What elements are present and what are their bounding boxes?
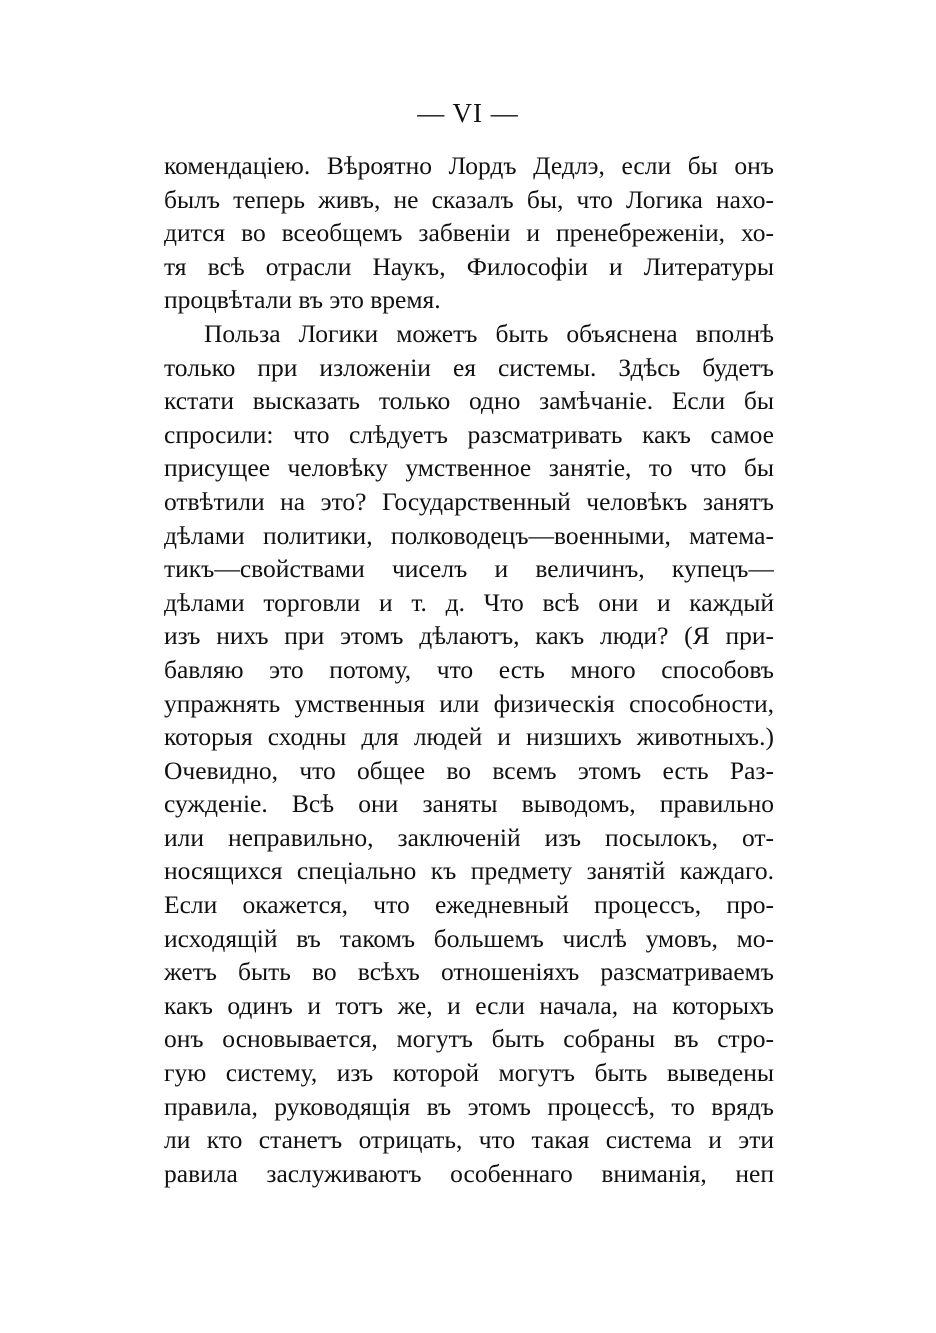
text-line: какъ одинъ и тотъ же, и если начала, на которыхъ xyxy=(164,990,774,1020)
text-line: гую систему, изъ которой могутъ быть выведены xyxy=(164,1058,774,1088)
text-line: жетъ быть во всѣхъ отношеніяхъ разсматриваемъ xyxy=(164,957,774,987)
text-line: Если окажется, что ежедневный процессъ, про- xyxy=(164,890,774,920)
body-text xyxy=(164,149,774,1190)
text-line: бавляю это потому, что есть много способовъ xyxy=(164,654,774,684)
text-line: кстати высказать только одно замѣчаніе. Если бы xyxy=(164,386,774,416)
text-line: только при изложеніи ея системы. Здѣсь будетъ xyxy=(164,352,774,382)
text-line: онъ основывается, могутъ быть собраны въ стро- xyxy=(164,1024,774,1054)
text-line: дится во всеобщемъ забвеніи и пренебреженіи, хо- xyxy=(164,218,774,248)
text-line: комендаціею. Вѣроятно Лордъ Дедлэ, если бы онъ xyxy=(164,151,774,180)
text-line: дѣлами торговли и т. д. Что всѣ они и каждый xyxy=(164,587,774,617)
text-line: или неправильно, заключеній изъ посылокъ, от- xyxy=(164,822,774,852)
text-line: тикъ—свойствами чиселъ и величинъ, купецъ— xyxy=(164,554,774,584)
text-line: исходящій въ такомъ большемъ числѣ умовъ, мо- xyxy=(164,923,774,953)
text-line: сужденіе. Всѣ они заняты выводомъ, правильно xyxy=(164,789,774,819)
text-line: которыя сходны для людей и низшихъ животныхъ.) xyxy=(164,722,774,752)
text-line: правила, руководящія въ этомъ процессѣ, то врядъ xyxy=(164,1091,774,1121)
text-line: носящихся спеціально къ предмету занятій каждаго. xyxy=(164,856,774,886)
text-line: Очевидно, что общее во всемъ этомъ есть Раз- xyxy=(164,755,774,785)
text-line: равила заслуживаютъ особеннаго вниманія, неп xyxy=(164,1158,774,1188)
text-line: изъ нихъ при этомъ дѣлаютъ, какъ люди? (Я при- xyxy=(164,621,774,651)
page-number: — VI — xyxy=(417,98,519,128)
text-line: былъ теперь живъ, не сказалъ бы, что Логика нахо- xyxy=(164,184,774,214)
text-line: тя всѣ отрасли Наукъ, Философіи и Литературы xyxy=(164,251,774,281)
text-line: спросили: что слѣдуетъ разсматривать какъ самое xyxy=(164,419,774,449)
text-line: Польза Логики можетъ быть объяснена вполнѣ xyxy=(204,318,774,348)
text-line: ли кто станетъ отрицать, что такая система и эти xyxy=(164,1125,774,1155)
text-line: упражнять умственныя или физическія способности, xyxy=(164,688,774,718)
text-line: процвѣтали въ это время. xyxy=(164,285,441,315)
text-line: дѣлами политики, полководецъ—военными, матема- xyxy=(164,520,774,550)
text-line: присущее человѣку умственное занятіе, то что бы xyxy=(164,453,774,483)
text-line: отвѣтили на это? Государственный человѣкъ занятъ xyxy=(164,486,774,516)
